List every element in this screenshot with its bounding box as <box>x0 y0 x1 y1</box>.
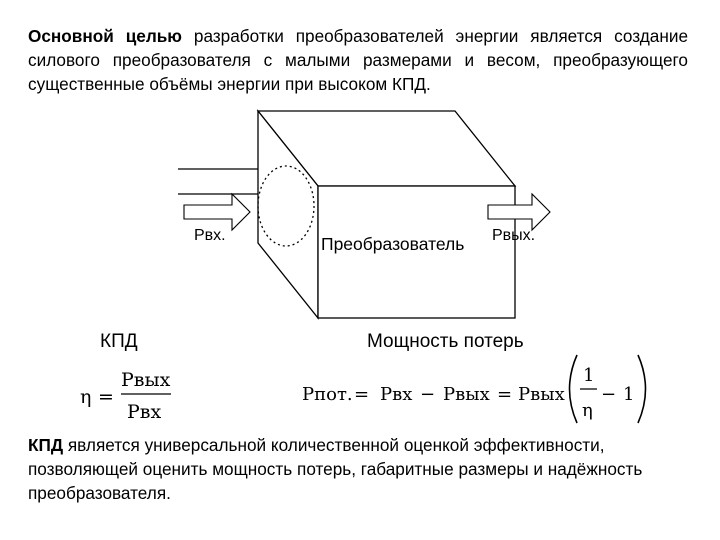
output-power-label: Pвых. <box>492 227 536 244</box>
losses-fraction-numerator: 1 <box>583 365 595 386</box>
efficiency-denominator: Pвх <box>127 401 162 423</box>
efficiency-heading: КПД <box>100 331 138 352</box>
efficiency-equals: = <box>98 386 114 408</box>
losses-term-out: Pвых <box>443 384 490 405</box>
outro-text: является универсальной количественной оценкой эффективности, позволяющей оценить мощность потерь, габаритные размеры и надёжность преобразователя. <box>28 435 643 503</box>
right-paren <box>638 355 646 423</box>
outro-paragraph <box>28 433 698 505</box>
losses-fraction-denominator: η <box>582 400 593 421</box>
losses-minus-2: − <box>601 384 617 405</box>
eta-symbol: η <box>80 386 92 408</box>
intro-bold-text: Основной целью <box>28 26 182 46</box>
left-paren <box>570 355 578 423</box>
losses-lhs: Pпот. <box>302 384 353 405</box>
losses-heading: Мощность потерь <box>367 331 524 352</box>
efficiency-numerator: Pвых <box>121 369 171 391</box>
intro-text: разработки преобразователей энергии является создание силового преобразователя с малыми размерами и весом, преобразующего существенные объёмы энергии при высоком КПД. <box>28 26 689 94</box>
losses-minus-1: − <box>420 384 436 405</box>
losses-term-out-2: Pвых <box>518 384 565 405</box>
losses-equals-2: = <box>497 384 513 405</box>
losses-one: 1 <box>623 384 635 405</box>
input-power-label: Pвх. <box>194 227 226 244</box>
losses-equals-1: = <box>354 384 370 405</box>
input-arrow-icon <box>184 194 250 230</box>
converter-label: Преобразователь <box>321 234 465 254</box>
outro-bold-text: КПД <box>28 435 64 455</box>
losses-term-in: Pвх <box>380 384 413 405</box>
